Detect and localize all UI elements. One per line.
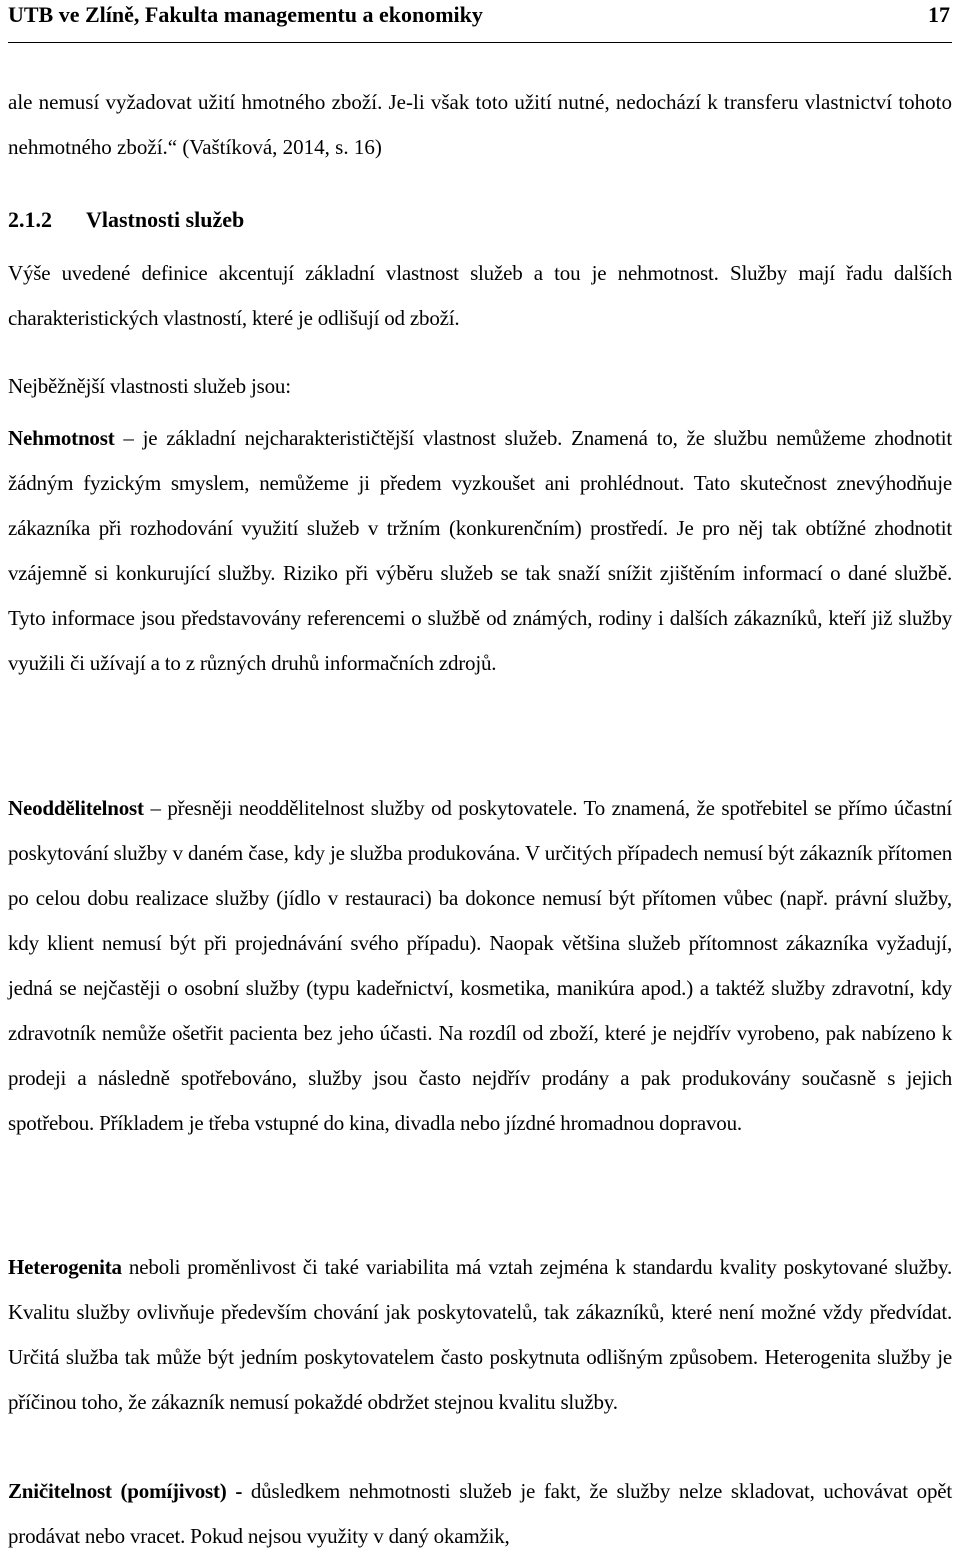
paragraph-list-intro: Nejběžnější vlastnosti služeb jsou: — [8, 374, 291, 398]
paragraph-definitions: Výše uvedené definice akcentují základní vlastnost služeb a tou je nehmotnost. Služby mají řadu dalších charakteristických vlastností, které je odlišují od zboží. — [8, 261, 952, 330]
text-znicitelnost: důsledkem nehmotnosti služeb je fakt, že služby nelze skladovat, uchovávat opět prodávat nebo vracet. Pokud nejsou využity v daný okamžik, — [8, 1479, 952, 1548]
paragraph-heterogenita — [8, 1245, 952, 1425]
text-neoddelitelnost: – přesněji neoddělitelnost služby od poskytovatele. To znamená, že spotřebitel se přímo účastní poskytování služby v daném čase, kdy je služba produkována. V určitých případech nemusí být zákazník přítomen po celou dobu realizace služby (jídlo v restauraci) ba dokonce nemusí být přítomen vůbec (např. právní služby, kdy klient nemusí být při projednávání svého případu). Naopak většina služeb přítomnost zákazníka vyžadují, jedná se nejčastěji o osobní služby (typu kadeřnictví, kosmetika, manikúra apod.) a taktéž služby zdravotní, kdy zdravotník nemůže ošetřit pacienta bez jeho účasti. Na rozdíl od zboží, které je nejdřív vyrobeno, pak nabízeno k prodeji a následně spotřebováno, služby jsou často nejdřív prodány a pak produkovány současně s jejich spotřebou. Příkladem je třeba vstupné do kina, divadla nebo jízdné hromadnou dopravou. — [8, 796, 952, 1135]
text-heterogenita: neboli proměnlivost či také variabilita má vztah zejména k standardu kvality poskytované služby. Kvalitu služby ovlivňuje především chování jak poskytovatelů, tak zákazníků, které není možné vždy předvídat. Určitá služba tak může být jedním poskytovatelem často poskytnuta odlišným způsobem. Heterogenita služby je příčinou toho, že zákazník nemusí pokaždé obdržet stejnou kvalitu služby. — [8, 1255, 952, 1414]
text-nehmotnost: – je základní nejcharakterističtější vlastnost služeb. Znamená to, že službu nemůžeme zhodnotit žádným fyzickým smyslem, nemůžeme ji předem vyzkoušet ani prohlédnout. Tato skutečnost znevýhodňuje zákazníka při rozhodování využití služeb v tržním (konkurenčním) prostředí. Je pro něj tak obtížné zhodnotit vzájemně si konkurující služby. Riziko při výběru služeb se tak snaží snížit zjištěním informací o dané službě. Tyto informace jsou představovány referencemi o službě od známých, rodiny i dalších zákazníků, kteří již služby využili či užívají a to z různých druhů informačních zdrojů. — [8, 426, 952, 675]
section-heading — [8, 205, 244, 235]
page-header — [8, 0, 952, 43]
section-number: 2.1.2 — [8, 207, 52, 232]
term-nehmotnost: Nehmotnost — [8, 426, 115, 450]
paragraph-nehmotnost — [8, 416, 952, 686]
term-neoddelitelnost: Neoddělitelnost — [8, 796, 144, 820]
term-znicitelnost: Zničitelnost (pomíjivost) - — [8, 1479, 243, 1503]
intro-paragraph: ale nemusí vyžadovat užití hmotného zboží. Je-li však toto užití nutné, nedochází k transferu vlastnictví tohoto nehmotného zboží.“ (Vaštíková, 2014, s. 16) — [8, 90, 952, 159]
paragraph-znicitelnost — [8, 1469, 952, 1559]
term-heterogenita: Heterogenita — [8, 1255, 122, 1279]
section-title: Vlastnosti služeb — [86, 207, 245, 232]
header-title: UTB ve Zlíně, Fakulta managementu a ekonomiky — [8, 2, 483, 27]
page-number: 17 — [928, 2, 950, 27]
paragraph-neoddelitelnost — [8, 786, 952, 1146]
